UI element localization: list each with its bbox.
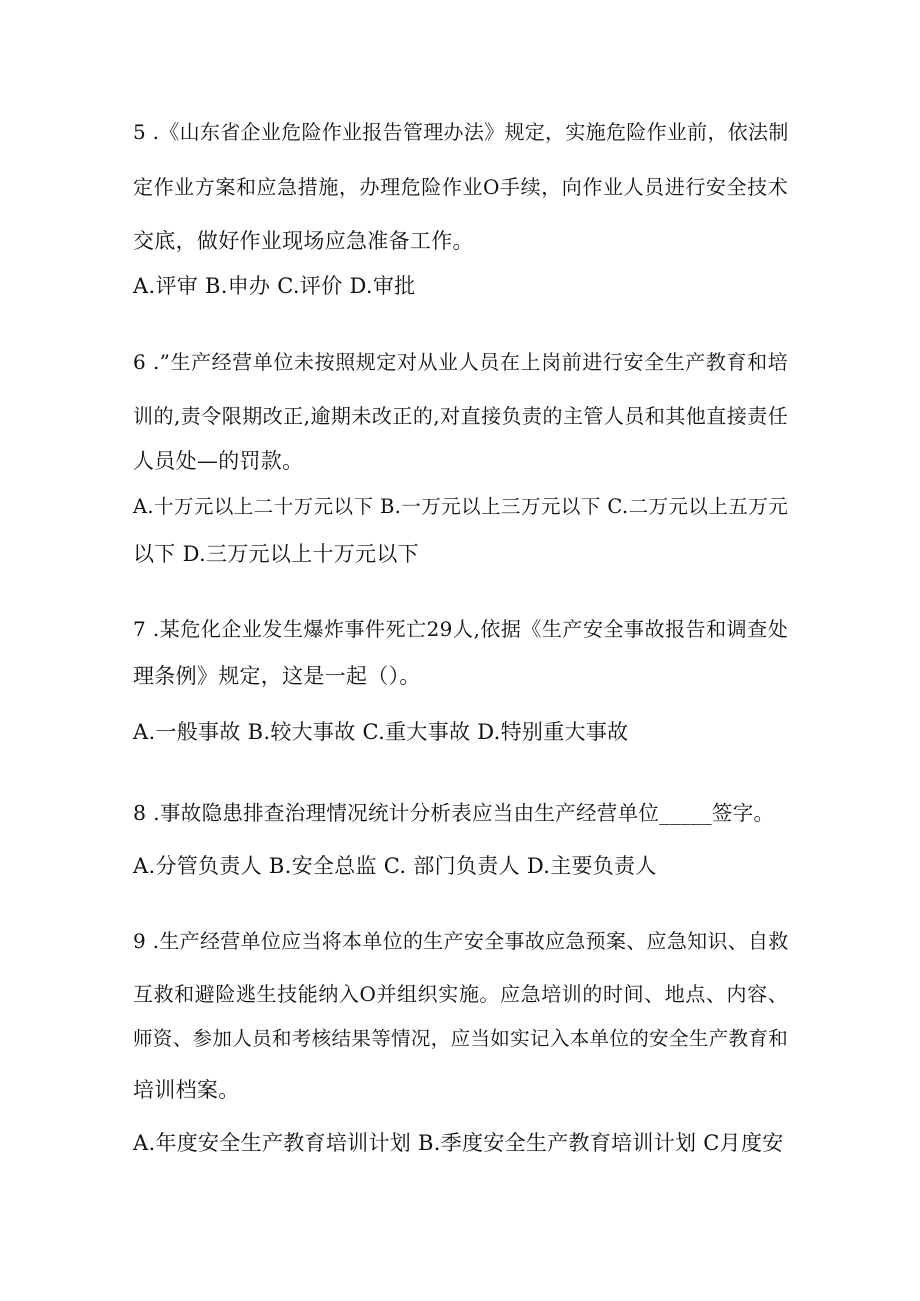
answer-options: A.分管负责人 B.安全总监 C. 部门负责人 D.主要负责人	[133, 854, 657, 878]
answer-options: A.十万元以上二十万元以下 B.一万元以上三万元以下 C.二万元以上五万元	[133, 495, 788, 518]
question-text-line: 互救和避险逃生技能纳入O并组织实施。应急培训的时间、地点、内容、	[133, 982, 788, 1006]
question-text-line: 5 .《山东省企业危险作业报告管理办法》规定，实施危险作业前，依法制	[133, 120, 789, 144]
question-text-line: 6 .”生产经营单位未按照规定对从业人员在上岗前进行安全生产教育和培	[133, 350, 788, 374]
question-text-line: 9 .生产经营单位应当将本单位的生产安全事故应急预案、应急知识、自救	[133, 929, 789, 953]
question-text-line: 7 .某危化企业发生爆炸事件死亡29人,依据《生产安全事故报告和调查处	[133, 617, 788, 641]
question-text-line: 训的,责令限期改正,逾期未改正的,对直接负责的主管人员和其他直接责任	[133, 404, 788, 428]
question-text-line: 交底，做好作业现场应急准备工作。	[133, 229, 474, 253]
question-text-line: 人员处—的罚款。	[133, 449, 304, 473]
question-text-line: 培训档案。	[133, 1078, 240, 1102]
question-text-line: 定作业方案和应急措施，办理危险作业O手续，向作业人员进行安全技术	[133, 175, 788, 199]
answer-options: A.年度安全生产教育培训计划 B.季度安全生产教育培训计划 C月度安	[133, 1131, 784, 1155]
answer-options: A.一般事故 B.较大事故 C.重大事故 D.特别重大事故	[133, 720, 629, 744]
question-text-line: 师资、参加人员和考核结果等情况，应当如实记入本单位的安全生产教育和	[133, 1027, 788, 1050]
question-text-line: 8 .事故隐患排查治理情况统计分析表应当由生产经营单位_____签字。	[133, 801, 775, 825]
question-text-line: 理条例》规定，这是一起（）。	[133, 664, 421, 688]
answer-options: A.评审 B.申办 C.评价 D.审批	[133, 274, 416, 298]
answer-options: 以下 D.三万元以上十万元以下	[133, 542, 419, 566]
